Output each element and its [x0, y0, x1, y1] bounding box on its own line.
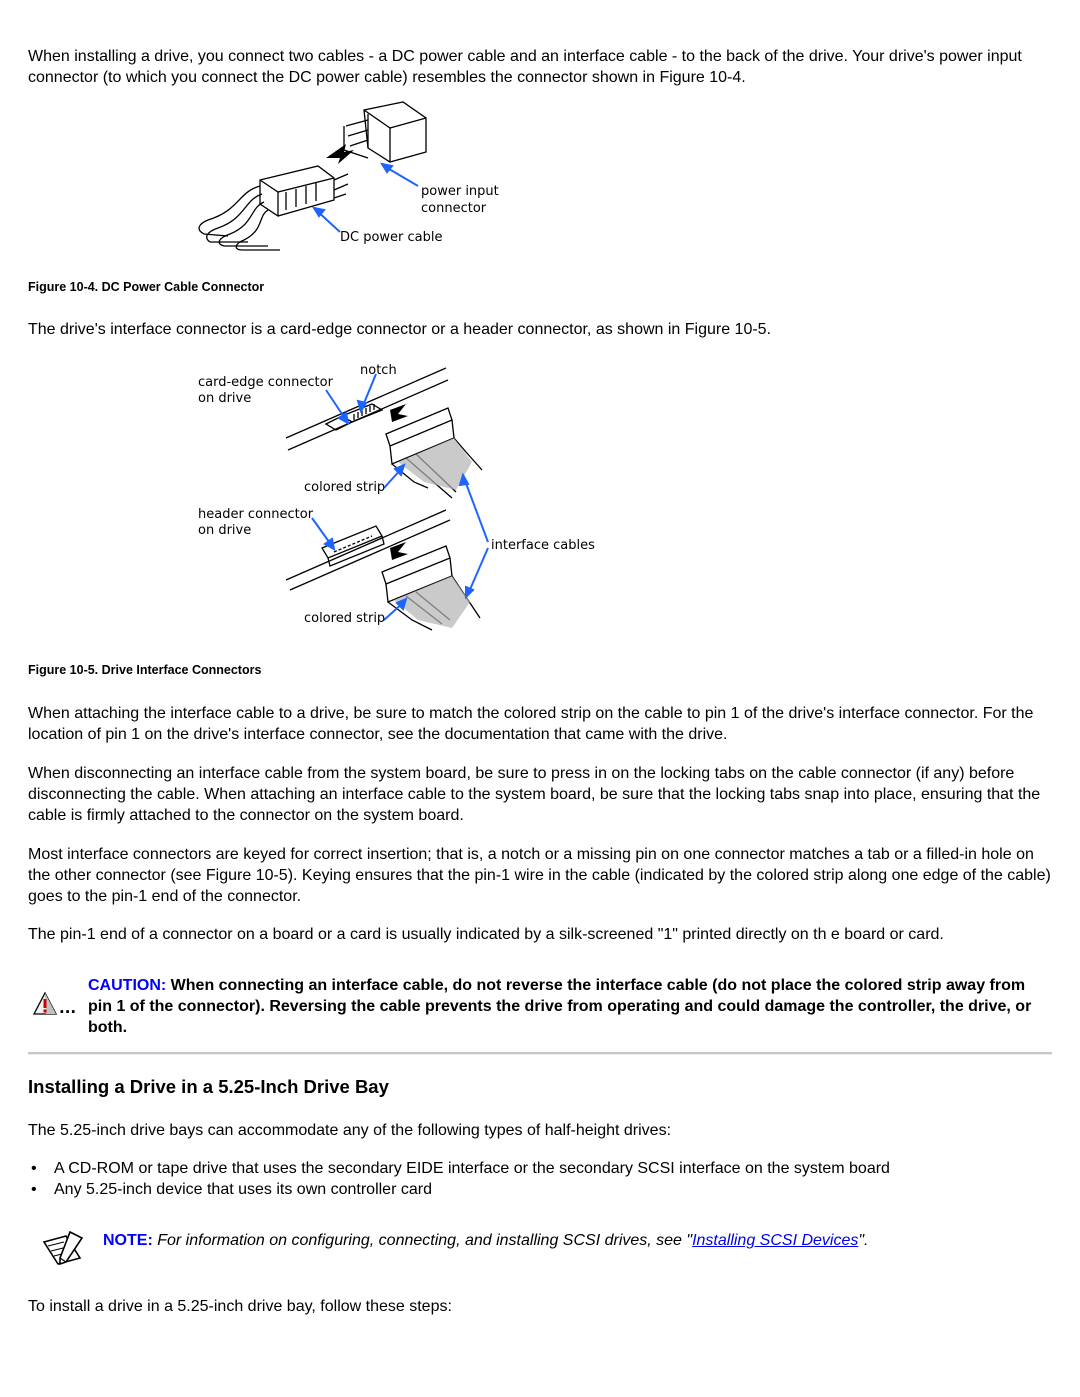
- caution-body: When connecting an interface cable, do not reverse the interface cable (do not place the colored strip away from pin 1 of the connector). Reversing the cable prevents the drive from operating and could damage the controller, the drive, or both.: [88, 977, 1032, 1036]
- installing-scsi-devices-link[interactable]: Installing SCSI Devices: [692, 1232, 859, 1249]
- header-connector-label-line2: on drive: [198, 523, 252, 538]
- caution-dots: ...: [59, 999, 77, 1017]
- section-intro-paragraph: The 5.25-inch drive bays can accommodate any of the following types of half-height drives:: [28, 1122, 672, 1139]
- intro-paragraph: When installing a drive, you connect two cables - a DC power cable and an interface cable - to the back of the drive. Your drive's power input connector (to which you connect the DC power cable) resembles the connector shown in Figure 10-4.: [28, 48, 1022, 86]
- note-pencil-icon: [40, 1228, 86, 1268]
- interface-cables-label: interface cables: [491, 538, 595, 553]
- bullet: •: [31, 1181, 37, 1198]
- colored-strip-bottom-label: colored strip: [304, 611, 386, 626]
- power-input-label-line2: connector: [421, 201, 487, 216]
- interface-connector-paragraph: The drive's interface connector is a card-edge connector or a header connector, as shown in Figure 10-5.: [28, 321, 772, 338]
- list-item: • A CD-ROM or tape drive that uses the secondary EIDE interface or the secondary SCSI interface on the system board: [31, 1160, 890, 1177]
- warning-triangle-icon: [32, 991, 80, 1017]
- keyed-paragraph: Most interface connectors are keyed for correct insertion; that is, a notch or a missing pin on one connector matches a tab or a filled-in hole on the other connector (see Figure 10-5). Keying ensures that the pin-1 wire in the cable (indicated by the colored strip along one edge of the cable) goes to the pin-1 end of the connector.: [28, 846, 1051, 905]
- card-edge-label-line2: on drive: [198, 391, 252, 406]
- card-edge-label-line1: card-edge connector: [198, 375, 333, 390]
- bullet: •: [31, 1160, 37, 1177]
- caution-text: [88, 975, 1048, 1038]
- section-divider: [28, 1052, 1052, 1055]
- drive-types-list: [28, 1158, 1052, 1200]
- attaching-paragraph: When attaching the interface cable to a drive, be sure to match the colored strip on the cable to pin 1 of the drive's interface connector. For the location of pin 1 on the drive's interface connector, see the documentation that came with the drive.: [28, 705, 1034, 743]
- header-connector-label-line1: header connector: [198, 507, 314, 522]
- note-label: NOTE:: [103, 1232, 153, 1249]
- dc-power-cable-connector-figure: [168, 100, 528, 260]
- colored-strip-top-label: colored strip: [304, 480, 386, 495]
- pin1-paragraph: The pin-1 end of a connector on a board or a card is usually indicated by a silk-screened "1" printed directly on th e board or card.: [28, 926, 944, 943]
- power-input-label-line1: power input: [421, 184, 499, 199]
- note-text: NOTE: For information on configuring, connecting, and installing SCSI drives, see "Installing SCSI Devices".: [103, 1232, 869, 1249]
- disconnecting-paragraph: When disconnecting an interface cable from the system board, be sure to press in on the locking tabs on the cable connector (if any) before disconnecting the cable. When attaching an interface cable to the system board, be sure that the locking tabs snap into place, ensuring that the cable is firmly attached to the connector on the system board.: [28, 765, 1041, 824]
- caution-label: CAUTION:: [88, 977, 167, 994]
- steps-intro-paragraph: To install a drive in a 5.25-inch drive bay, follow these steps:: [28, 1298, 452, 1315]
- list-item: • Any 5.25-inch device that uses its own controller card: [31, 1181, 432, 1198]
- figure-10-4-caption: Figure 10-4. DC Power Cable Connector: [28, 280, 265, 294]
- drive-interface-connectors-figure: [166, 358, 606, 638]
- section-heading: Installing a Drive in a 5.25-Inch Drive Bay: [28, 1076, 389, 1097]
- dc-power-cable-label: DC power cable: [340, 230, 443, 245]
- figure-10-5-caption: Figure 10-5. Drive Interface Connectors: [28, 663, 262, 677]
- notch-label: notch: [360, 363, 397, 378]
